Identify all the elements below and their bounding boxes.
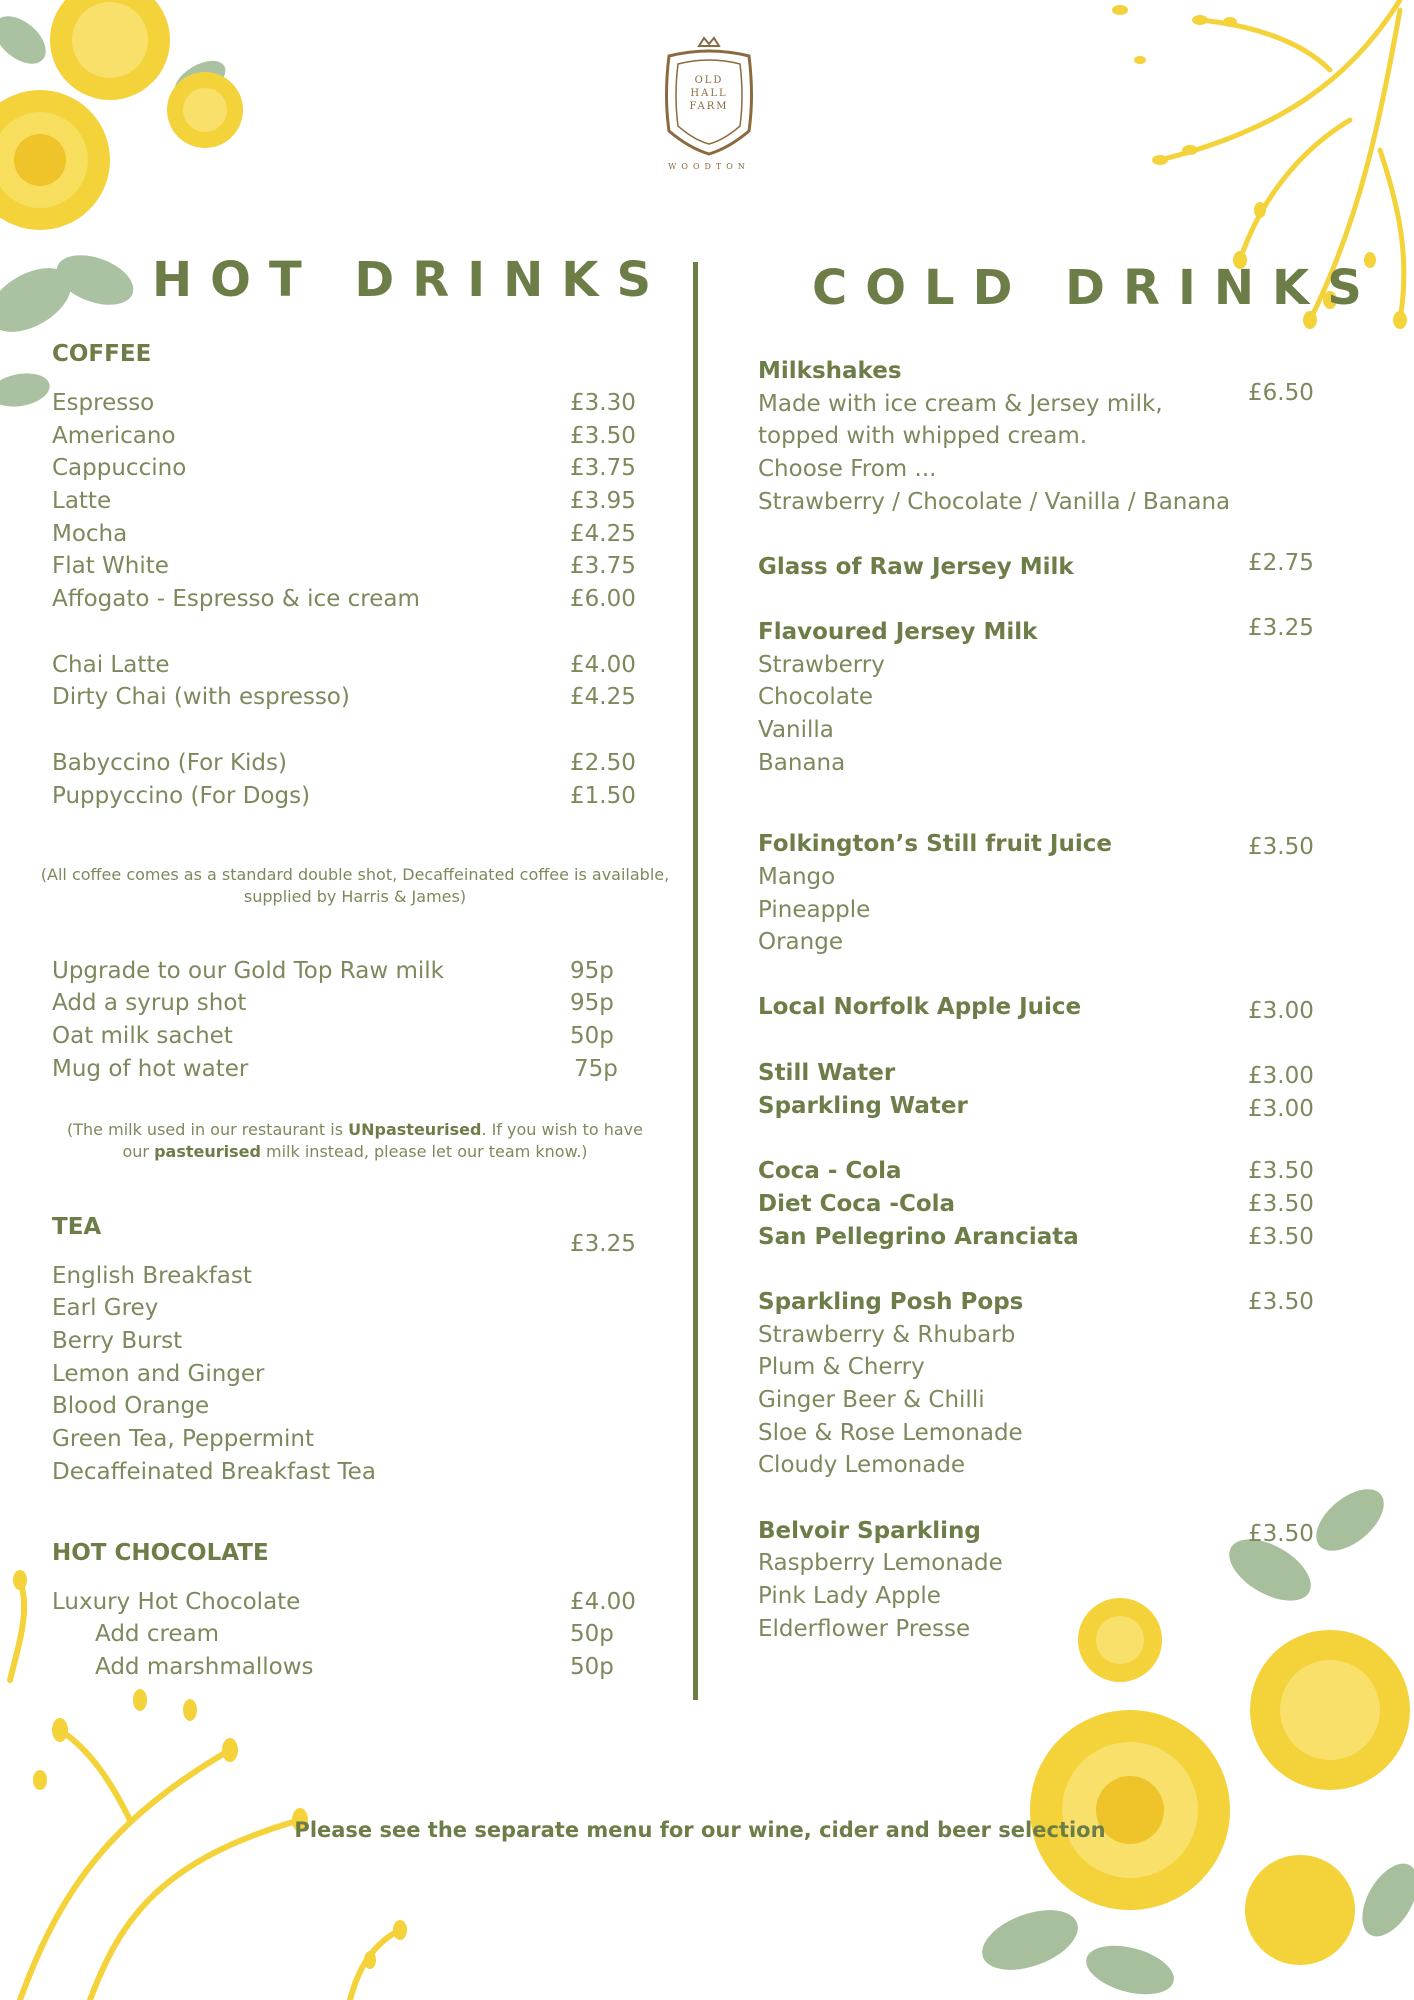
folkington-juice-option: Mango [758,864,836,890]
hot-chocolate-addon-price: 50p [570,1654,614,1680]
apple-juice-price: £3.00 [1248,998,1314,1024]
soda-price: £3.50 [1248,1224,1314,1250]
belvoir-option: Elderflower Presse [758,1616,971,1642]
milk-note-emphasis: UNpasteurised [348,1120,482,1139]
milk-note-text: . If you wish to have our [122,1120,643,1161]
milk-note-text: (The milk used in our restaurant is [67,1120,349,1139]
logo-line-3: FARM [689,101,729,112]
hot-chocolate-item-price: £4.00 [570,1589,636,1615]
hot-chocolate-section-title: HOT CHOCOLATE [52,1540,269,1566]
flavoured-milk-option: Chocolate [758,684,874,710]
milkshakes-title: Milkshakes [758,358,902,384]
coffee-item-name: Dirty Chai (with espresso) [52,684,350,710]
coffee-item-price: £2.50 [570,750,636,776]
tea-item: English Breakfast [52,1263,252,1289]
coffee-section-title: COFFEE [52,341,152,367]
coffee-item-name: Mocha [52,521,128,547]
coffee-note: (All coffee comes as a standard double shot, Decaffeinated coffee is available, supplied by Harris & James) [40,865,670,906]
raw-milk-title: Glass of Raw Jersey Milk [758,554,1074,580]
column-divider [693,262,698,1700]
milkshakes-flavours: Strawberry / Chocolate / Vanilla / Banana [758,489,1231,515]
coffee-item-price: £3.50 [570,423,636,449]
coffee-item-price: £4.25 [570,521,636,547]
extra-item-name: Add a syrup shot [52,990,247,1016]
tea-item: Blood Orange [52,1393,210,1419]
hot-drinks-heading: HOT DRINKS [152,252,670,308]
tea-item: Decaffeinated Breakfast Tea [52,1459,376,1485]
extra-item-name: Mug of hot water [52,1056,249,1082]
water-title: Still Water [758,1060,896,1086]
flavoured-milk-option: Vanilla [758,717,834,743]
milkshakes-description: Made with ice cream & Jersey milk, [758,391,1163,417]
belvoir-price: £3.50 [1248,1521,1314,1547]
soda-title: Coca - Cola [758,1158,902,1184]
soda-title: Diet Coca -Cola [758,1191,956,1217]
logo-location: WOODTON [668,162,750,171]
tea-price: £3.25 [570,1231,636,1257]
coffee-item-name: Flat White [52,553,169,579]
belvoir-option: Pink Lady Apple [758,1583,941,1609]
extra-item-price: 95p [570,958,614,984]
coffee-item-price: £4.00 [570,652,636,678]
hot-chocolate-item-name: Luxury Hot Chocolate [52,1589,301,1615]
posh-pops-option: Sloe & Rose Lemonade [758,1420,1023,1446]
folkington-juice-option: Pineapple [758,897,871,923]
apple-juice-title: Local Norfolk Apple Juice [758,994,1082,1020]
posh-pops-option: Strawberry & Rhubarb [758,1322,1016,1348]
coffee-item-price: £3.75 [570,553,636,579]
coffee-item-name: Babyccino (For Kids) [52,750,287,776]
extra-item-price: 95p [570,990,614,1016]
logo-wordmark [654,74,764,113]
yellow-branch-bottom-left [0,1560,460,2000]
folkington-juice-title: Folkington’s Still fruit Juice [758,831,1112,857]
flavoured-milk-option: Banana [758,750,846,776]
raw-milk-price: £2.75 [1248,550,1314,576]
water-title: Sparkling Water [758,1093,968,1119]
milkshakes-description: topped with whipped cream. [758,423,1088,449]
posh-pops-option: Cloudy Lemonade [758,1452,966,1478]
logo-line-1: OLD [694,75,724,86]
soda-price: £3.50 [1248,1191,1314,1217]
milk-note-emphasis: pasteurised [154,1142,261,1161]
coffee-item-name: Latte [52,488,112,514]
posh-pops-option: Ginger Beer & Chilli [758,1387,985,1413]
coffee-item-name: Affogato - Espresso & ice cream [52,586,420,612]
hot-chocolate-addon-price: 50p [570,1621,614,1647]
water-price: £3.00 [1248,1063,1314,1089]
extra-item-name: Upgrade to our Gold Top Raw milk [52,958,444,984]
milk-note [60,1119,650,1163]
coffee-item-price: £6.00 [570,586,636,612]
folkington-juice-option: Orange [758,929,843,955]
coffee-item-price: £3.95 [570,488,636,514]
posh-pops-price: £3.50 [1248,1289,1314,1315]
folkington-juice-price: £3.50 [1248,834,1314,860]
flavoured-milk-title: Flavoured Jersey Milk [758,619,1038,645]
tea-item: Berry Burst [52,1328,183,1354]
coffee-item-price: £1.50 [570,783,636,809]
footer-note: Please see the separate menu for our wine, cider and beer selection [294,1818,1106,1842]
belvoir-option: Raspberry Lemonade [758,1550,1003,1576]
posh-pops-option: Plum & Cherry [758,1354,925,1380]
milkshakes-description: Choose From ... [758,456,937,482]
old-hall-farm-logo [654,36,764,176]
tea-item: Lemon and Ginger [52,1361,265,1387]
coffee-item-name: Puppyccino (For Dogs) [52,783,311,809]
milk-note-text: milk instead, please let our team know.) [260,1142,588,1161]
milkshakes-price: £6.50 [1248,380,1314,406]
hot-chocolate-addon-name: Add cream [95,1621,220,1647]
coffee-item-name: Cappuccino [52,455,187,481]
water-price: £3.00 [1248,1096,1314,1122]
coffee-item-price: £3.75 [570,455,636,481]
posh-pops-title: Sparkling Posh Pops [758,1289,1024,1315]
flavoured-milk-price: £3.25 [1248,615,1314,641]
soda-price: £3.50 [1248,1158,1314,1184]
belvoir-title: Belvoir Sparkling [758,1518,981,1544]
coffee-item-name: Americano [52,423,176,449]
soda-title: San Pellegrino Aranciata [758,1224,1079,1250]
coffee-item-price: £3.30 [570,390,636,416]
cold-drinks-heading: COLD DRINKS [812,260,1380,316]
extra-item-name: Oat milk sachet [52,1023,233,1049]
tea-item: Earl Grey [52,1295,159,1321]
extra-item-price: 75p [574,1056,618,1082]
tea-item: Green Tea, Peppermint [52,1426,314,1452]
coffee-item-price: £4.25 [570,684,636,710]
extra-item-price: 50p [570,1023,614,1049]
yellow-roses-bottom-right [970,1480,1414,2000]
tea-section-title: TEA [52,1214,102,1240]
coffee-item-name: Chai Latte [52,652,170,678]
logo-line-2: HALL [690,88,728,99]
coffee-item-name: Espresso [52,390,155,416]
hot-chocolate-addon-name: Add marshmallows [95,1654,314,1680]
flavoured-milk-option: Strawberry [758,652,885,678]
